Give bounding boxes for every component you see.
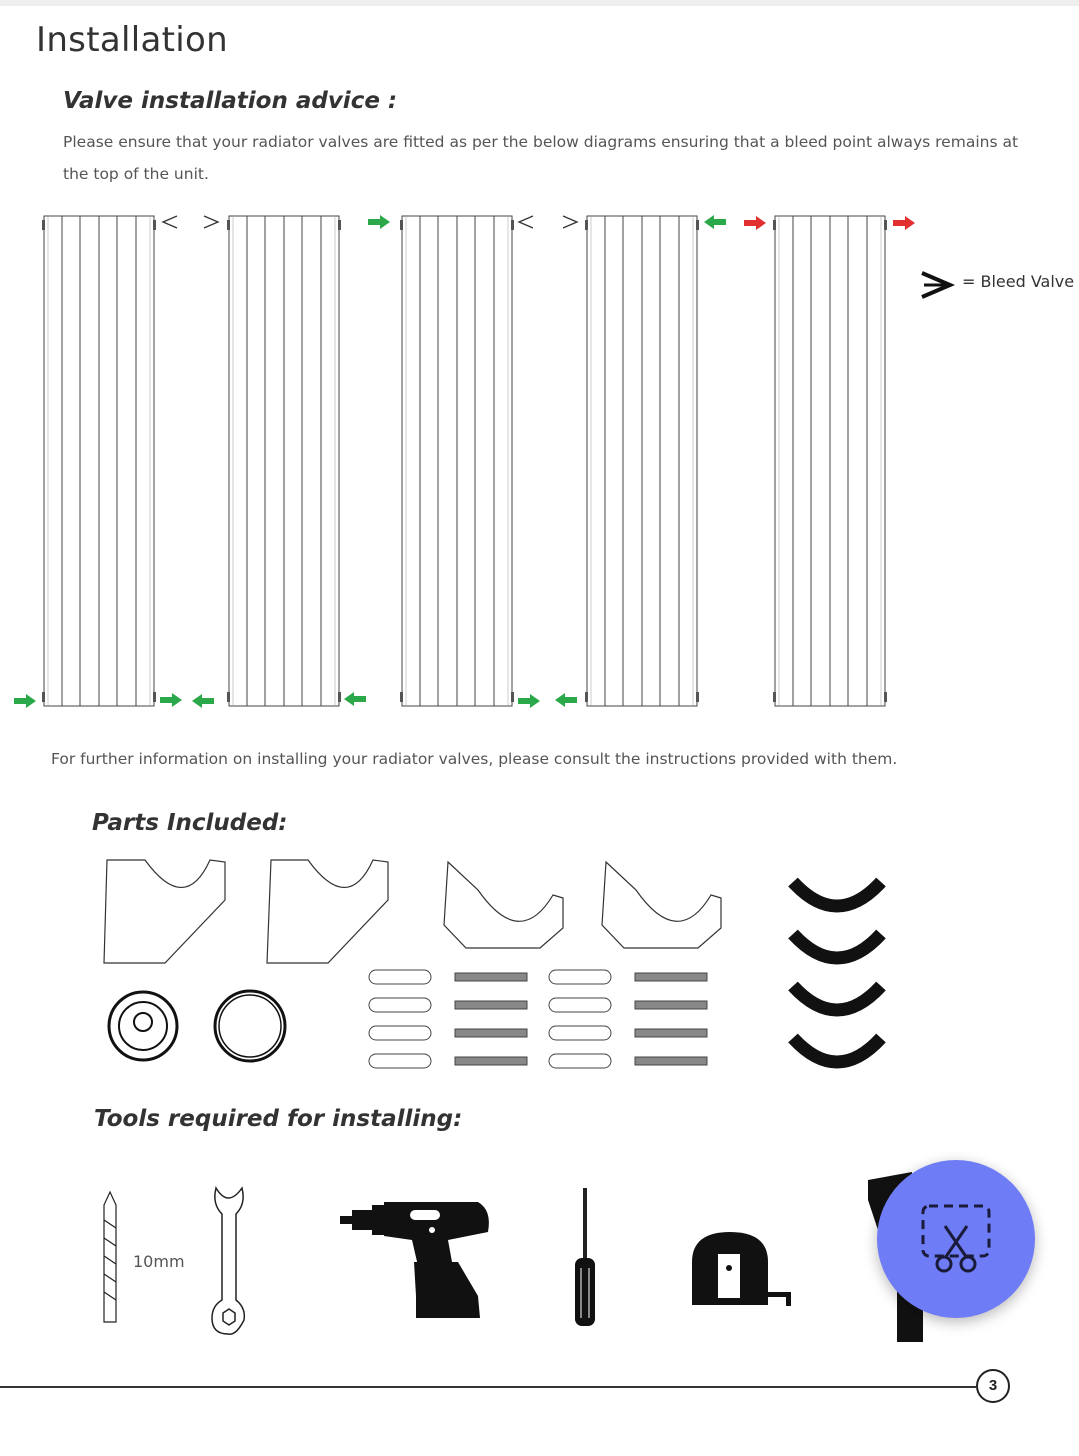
pipe-covers bbox=[793, 882, 881, 1062]
parts-heading: Parts Included: bbox=[92, 810, 288, 836]
page-title: Installation bbox=[36, 20, 228, 60]
footer-rule bbox=[0, 1386, 976, 1388]
spanner-icon bbox=[212, 1188, 244, 1334]
screwdriver-icon bbox=[575, 1188, 595, 1326]
radiator-diagram-3 bbox=[400, 216, 514, 706]
plugs-and-screws bbox=[369, 970, 707, 1068]
tape-measure-icon bbox=[692, 1232, 791, 1306]
page-number: 3 bbox=[976, 1369, 1010, 1403]
bleed-cap-and-ring bbox=[109, 991, 285, 1061]
radiator-diagram-5 bbox=[773, 216, 887, 706]
radiator-diagram-1 bbox=[42, 216, 156, 706]
screenshot-crop-button[interactable] bbox=[877, 1160, 1035, 1318]
tools-heading: Tools required for installing: bbox=[94, 1106, 463, 1132]
valve-advice-text: Please ensure that your radiator valves are fitted as per the below diagrams ensuring that a bleed point always remains at the top of the unit. bbox=[63, 133, 1019, 183]
bleed-valve-legend: = Bleed Valve bbox=[962, 272, 1075, 291]
drill-bit-icon bbox=[104, 1192, 116, 1322]
valve-footer-text: For further information on installing your radiator valves, please consult the instructions provided with them. bbox=[51, 750, 898, 768]
cordless-drill-icon bbox=[340, 1202, 489, 1318]
drill-bit-size-label: 10mm bbox=[133, 1252, 185, 1271]
radiator-diagram-4 bbox=[585, 216, 699, 706]
screenshot-crop-icon bbox=[877, 1160, 1035, 1318]
radiator-diagram-2 bbox=[227, 216, 341, 706]
wall-brackets bbox=[104, 860, 721, 963]
valve-advice-heading: Valve installation advice : bbox=[63, 88, 398, 114]
